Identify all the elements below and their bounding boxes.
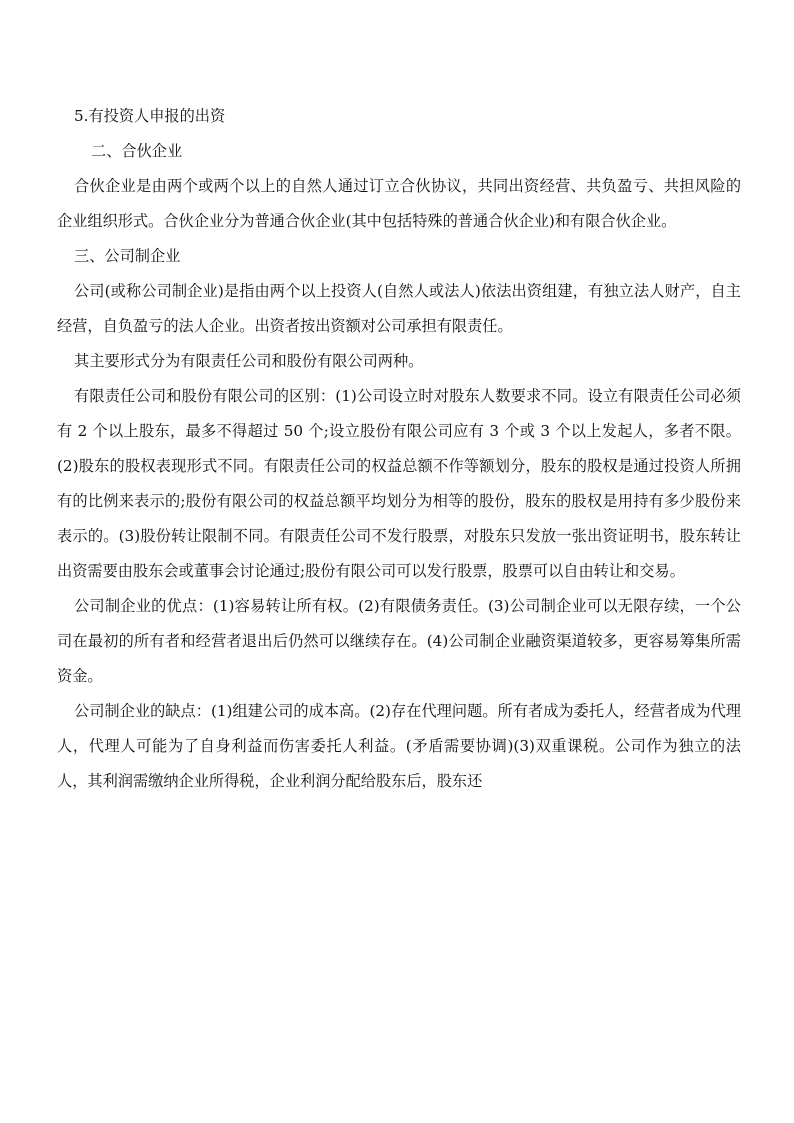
paragraph-corporation-differences: 有限责任公司和股份有限公司的区别：(1)公司设立时对股东人数要求不同。设立有限责任公司必须有 2 个以上股东，最多不得超过 50 个;设立股份有限公司应有 3 个或 3 个以上发起人，多者不限。(2)股东的股权表现形式不同。有限责任公司的权益总额不作等额划分，股东的股权是通过投资人所拥有的比例来表示的;股份有限公司的权益总额平均划分为相等的股份，股东的股权是用持有多少股份来表示的。(3)股份转让限制不同。有限责任公司不发行股票，对股东只发放一张出资证明书，股东转让出资需要由股东会或董事会讨论通过;股份有限公司可以发行股票，股票可以自由转让和交易。 <box>57 387 741 580</box>
paragraph-corporation-advantages: 公司制企业的优点：(1)容易转让所有权。(2)有限债务责任。(3)公司制企业可以无限存续，一个公司在最初的所有者和经营者退出后仍然可以继续存在。(4)公司制企业融资渠道较多，更容易筹集所需资金。 <box>57 597 741 685</box>
paragraph-partnership: 合伙企业是由两个或两个以上的自然人通过订立合伙协议，共同出资经营、共负盈亏、共担风险的企业组织形式。合伙企业分为普通合伙企业(其中包括特殊的普通合伙企业)和有限合伙企业。 <box>57 177 741 230</box>
heading-corporation: 三、公司制企业 <box>74 247 181 265</box>
document-body <box>57 99 741 799</box>
paragraph-corporation-disadvantages: 公司制企业的缺点：(1)组建公司的成本高。(2)存在代理问题。所有者成为委托人，经营者成为代理人，代理人可能为了自身利益而伤害委托人利益。(矛盾需要协调)(3)双重课税。公司作为独立的法人，其利润需缴纳企业所得税，企业利润分配给股东后，股东还 <box>57 702 741 790</box>
heading-partnership: 二、合伙企业 <box>91 142 183 160</box>
paragraph-corporation-definition: 公司(或称公司制企业)是指由两个以上投资人(自然人或法人)依法出资组建，有独立法人财产，自主经营，自负盈亏的法人企业。出资者按出资额对公司承担有限责任。 <box>57 282 741 335</box>
paragraph-investor-contribution: 5.有投资人申报的出资 <box>74 107 226 125</box>
paragraph-corporation-forms: 其主要形式分为有限责任公司和股份有限公司两种。 <box>74 352 424 370</box>
